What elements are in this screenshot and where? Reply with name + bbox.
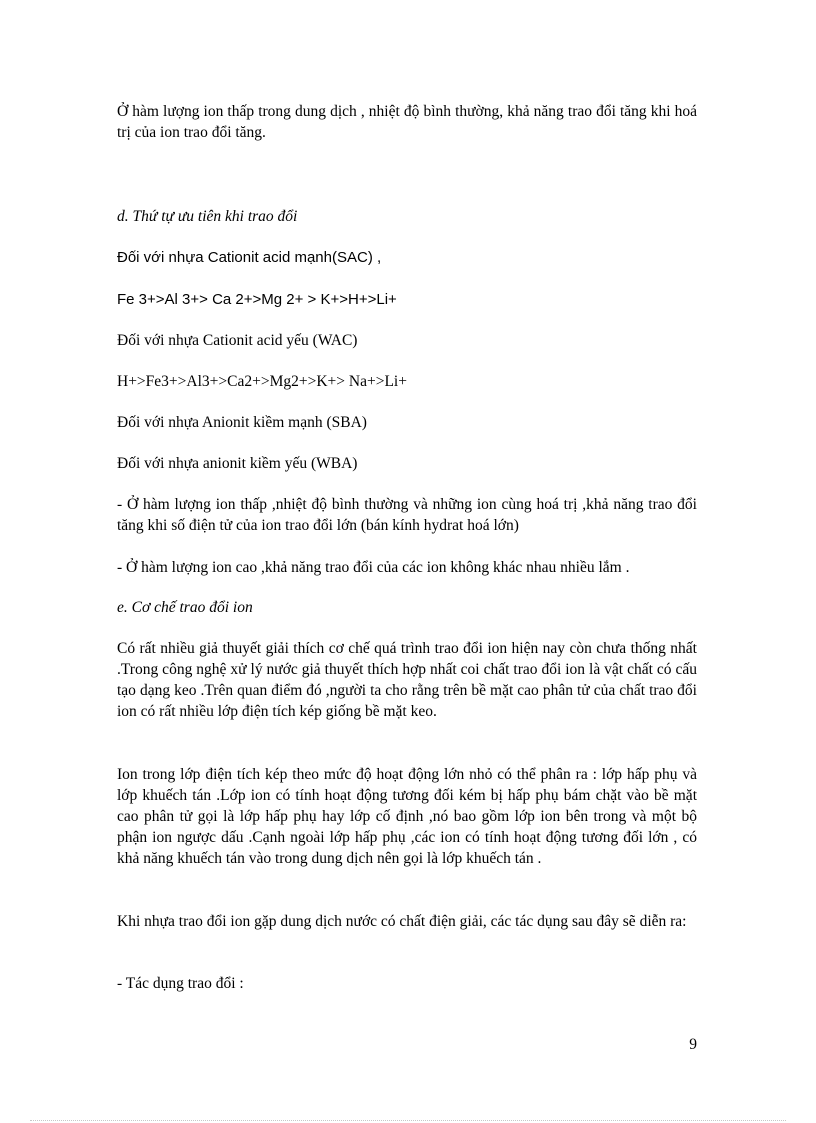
wac-selectivity-order: H+>Fe3+>Al3+>Ca2+>Mg2+>K+> Na+>Li+ (117, 373, 407, 390)
paragraph-intro: Ở hàm lượng ion thấp trong dung dịch , nhiệt độ bình thường, khả năng trao đổi tăng khi hoá trị của ion trao đổi tăng. (117, 103, 697, 141)
wba-resin-intro: Đối với nhựa anionit kiềm yếu (WBA) (117, 455, 358, 472)
paragraph-resin-contact: Khi nhựa trao đổi ion gặp dung dịch nước có chất điện giải, các tác dụng sau đây sẽ diễn ra: (117, 913, 687, 930)
paragraph-double-layer: Ion trong lớp điện tích kép theo mức độ hoạt động lớn nhỏ có thể phân ra : lớp hấp phụ và lớp khuếch tán .Lớp ion có tính hoạt động tương đối kém bị hấp phụ bám chặt vào bề mặt cao phân tử gọi là lớp hấp phụ hay lớp cố định ,nó bao gồm lớp ion bên trong và một bộ phận ion ngược dấu .Cạnh ngoài lớp hấp phụ ,các ion có tính hoạt động tương đối lớn , có khả năng khuếch tán vào trong dung dịch nên gọi là lớp khuếch tán . (117, 766, 697, 867)
page-bottom-divider (30, 1120, 786, 1121)
bullet-high-concentration: - Ở hàm lượng ion cao ,khả năng trao đổi của các ion không khác nhau nhiều lắm . (117, 559, 630, 576)
sba-resin-intro: Đối với nhựa Anionit kiềm mạnh (SBA) (117, 414, 367, 431)
paragraph-mechanism: Có rất nhiều giả thuyết giải thích cơ chế quá trình trao đổi ion hiện nay còn chưa thống nhất .Trong công nghệ xử lý nước giả thuyết thích hợp nhất coi chất trao đổi ion là vật chất có cấu tạo dạng keo .Trên quan điểm đó ,người ta cho rằng trên bề mặt cao phân tử của chất trao đổi ion có rất nhiều lớp điện tích kép giống bề mặt keo. (117, 640, 697, 720)
bullet-exchange-action: - Tác dụng trao đổi : (117, 975, 244, 992)
sac-resin-intro: Đối với nhựa Cationit acid mạnh(SAC) , (117, 249, 382, 266)
heading-priority-order: d. Thứ tự ưu tiên khi trao đổi (117, 208, 298, 225)
heading-exchange-mechanism: e. Cơ chế trao đổi ion (117, 599, 253, 616)
wac-resin-intro: Đối với nhựa Cationit acid yếu (WAC) (117, 332, 358, 349)
sac-selectivity-order: Fe 3+>Al 3+> Ca 2+>Mg 2+ > K+>H+>Li+ (117, 291, 397, 308)
bullet-low-concentration: - Ở hàm lượng ion thấp ,nhiệt độ bình thường và những ion cùng hoá trị ,khả năng trao đổi tăng khi số điện tử của ion trao đổi lớn (bán kính hydrat hoá lớn) (117, 496, 697, 534)
page-number: 9 (689, 1036, 697, 1053)
